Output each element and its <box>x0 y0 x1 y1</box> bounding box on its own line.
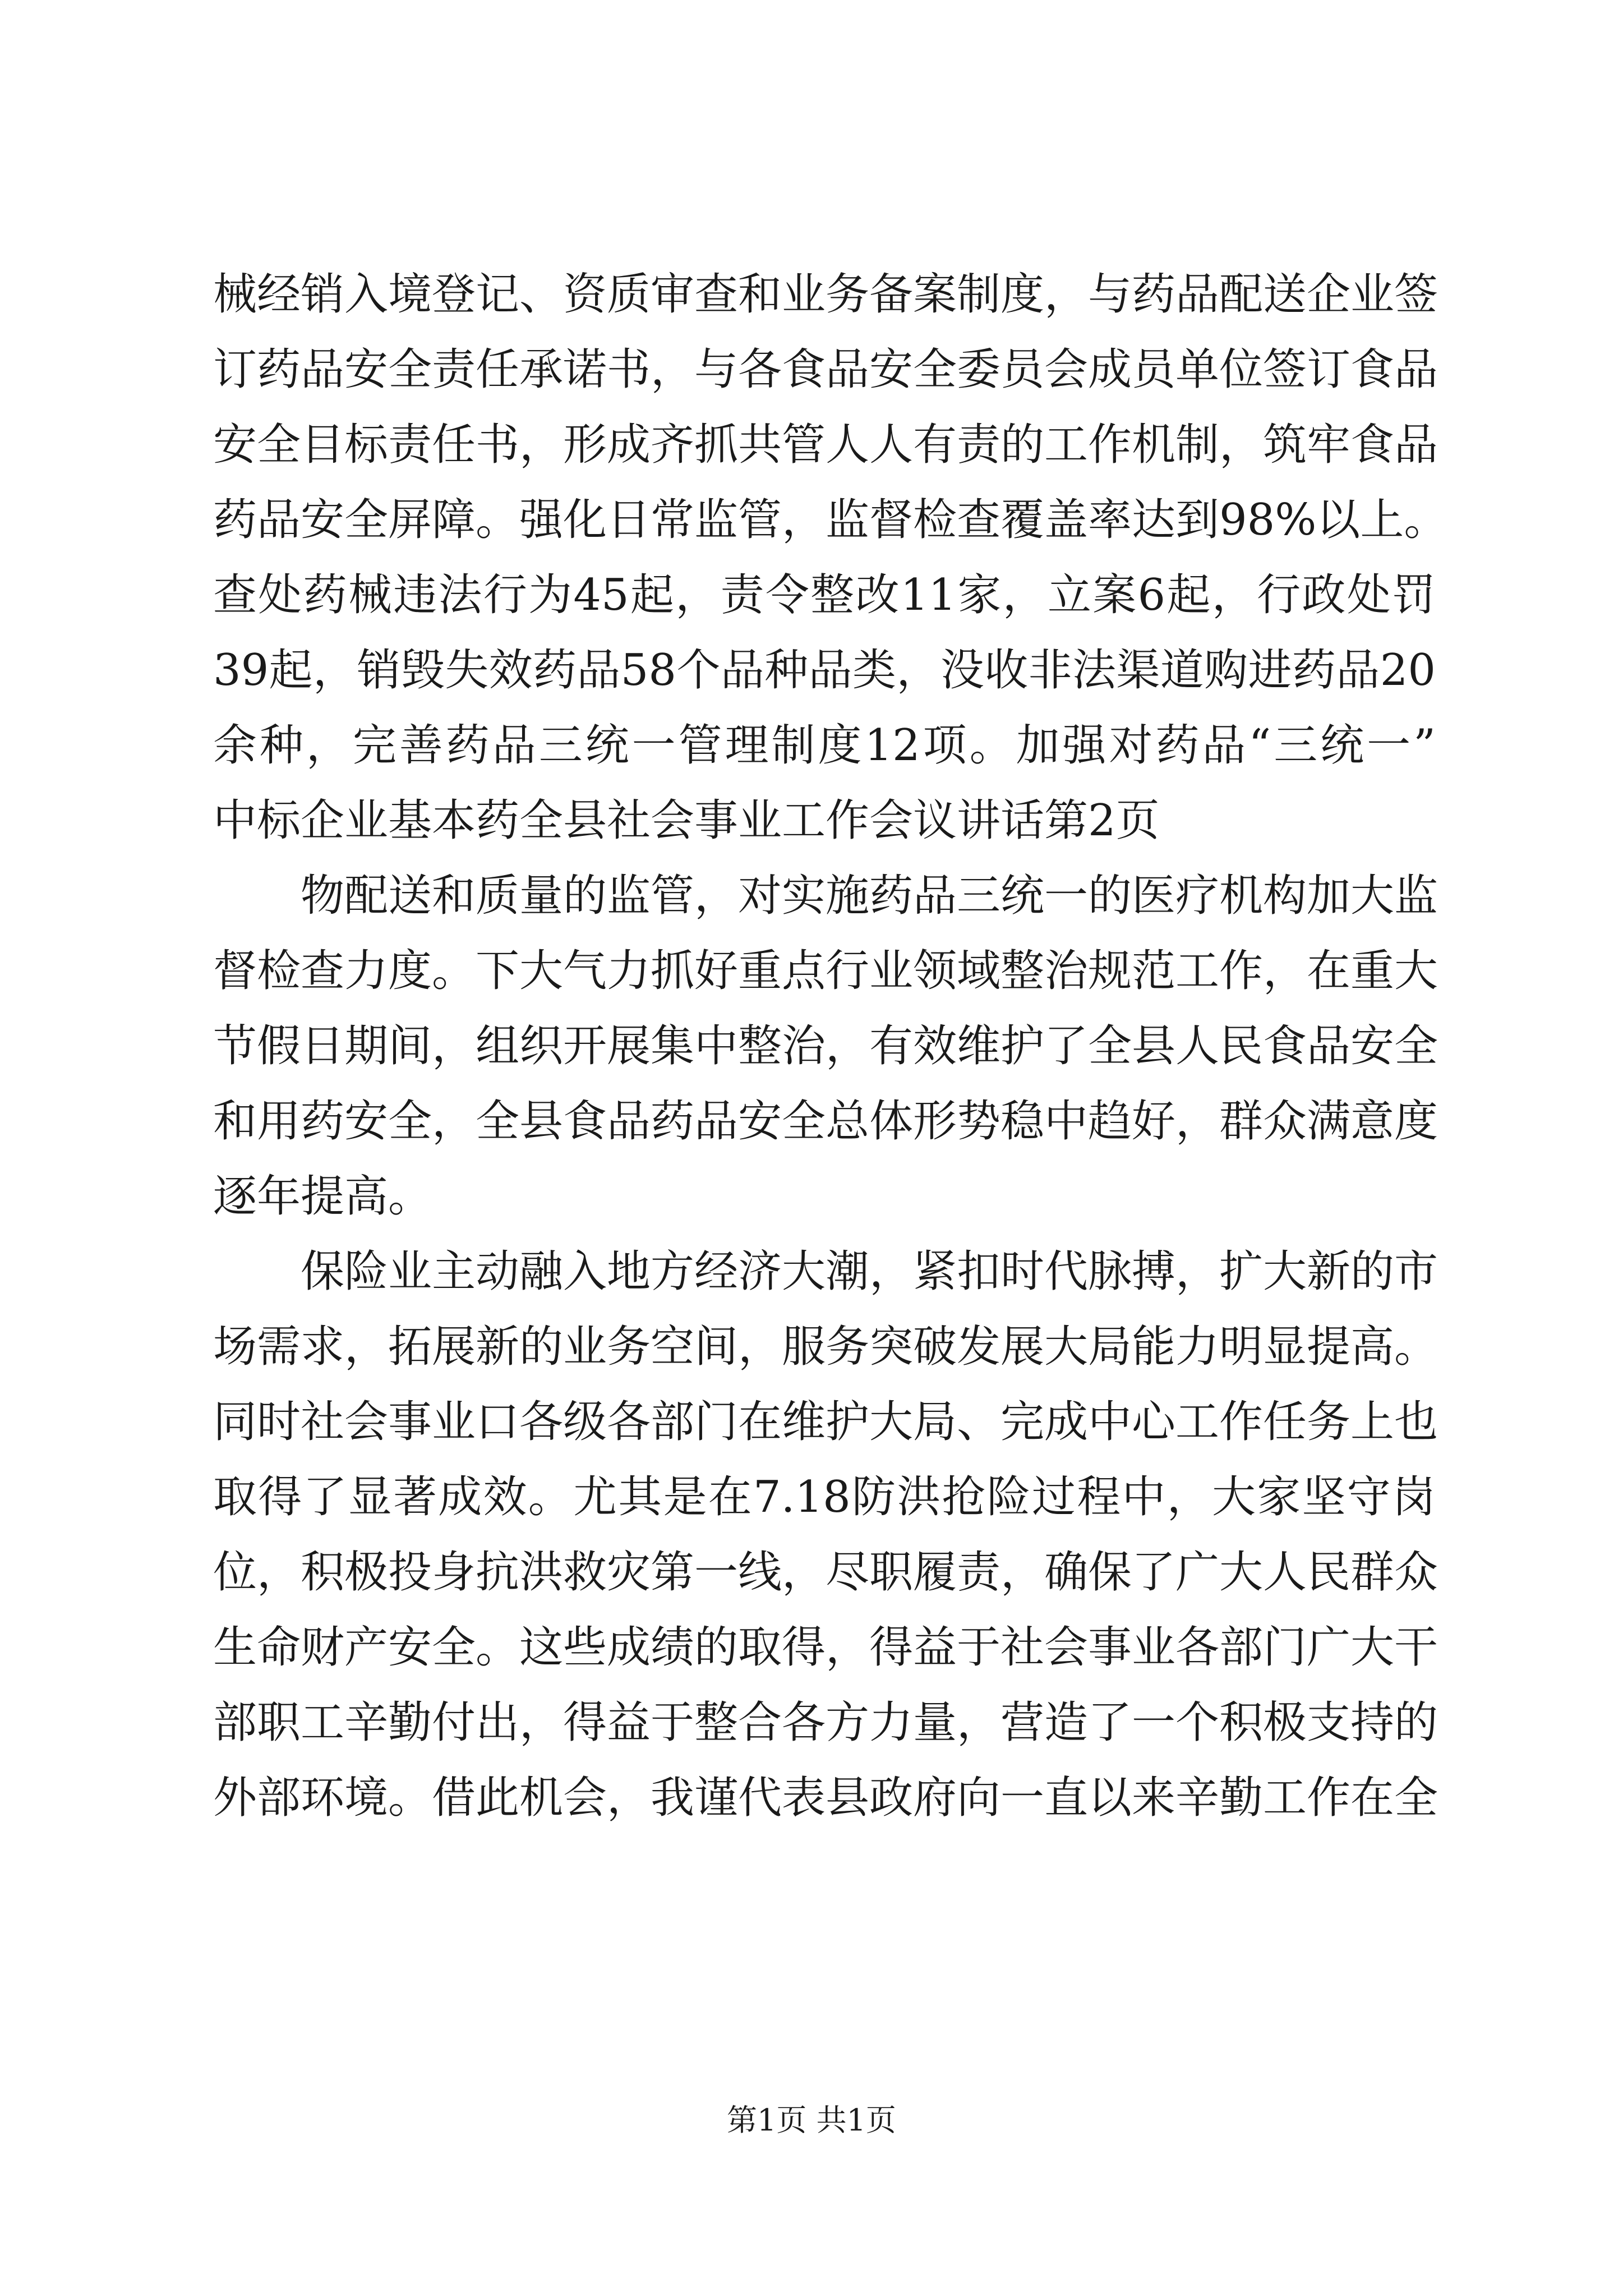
text-line: 节假日期间，组织开展集中整治，有效维护了全县人民食品安全 <box>213 1021 1438 1071</box>
text-line: 位，积极投身抗洪救灾第一线，尽职履责，确保了广大人民群众 <box>213 1547 1438 1598</box>
text-line: 部职工辛勤付出，得益于整合各方力量，营造了一个积极支持的 <box>213 1697 1438 1748</box>
text-line: 生命财产安全。这些成绩的取得，得益于社会事业各部门广大干 <box>213 1622 1438 1673</box>
text-line: 物配送和质量的监管，对实施药品三统一的医疗机构加大监 <box>301 871 1438 921</box>
text-line: 订药品安全责任承诺书，与各食品安全委员会成员单位签订食品 <box>213 344 1438 395</box>
page-footer: 第1页 共1页 <box>727 2102 896 2138</box>
text-line: 药品安全屏障。强化日常监管，监督检查覆盖率达到98%以上。 <box>213 495 1448 545</box>
text-line: 逐年提高。 <box>213 1171 432 1222</box>
text-line: 中标企业基本药全县社会事业工作会议讲话第2页 <box>213 795 1160 846</box>
text-line: 安全目标责任书，形成齐抓共管人人有责的工作机制，筑牢食品 <box>213 420 1438 470</box>
text-line: 取得了显著成效。尤其是在7.18防洪抢险过程中，大家坚守岗 <box>213 1472 1436 1522</box>
text-line: 余种，完善药品三统一管理制度12项。加强对药品“三统一” <box>213 720 1436 771</box>
text-line: 查处药械违法行为45起，责令整改11家，立案6起，行政处罚 <box>213 570 1436 620</box>
text-line: 和用药安全，全县食品药品安全总体形势稳中趋好，群众满意度 <box>213 1096 1438 1147</box>
text-line: 保险业主动融入地方经济大潮，紧扣时代脉搏，扩大新的市 <box>301 1246 1438 1297</box>
document-body <box>213 257 1448 1835</box>
text-line: 同时社会事业口各级各部门在维护大局、完成中心工作任务上也 <box>213 1397 1438 1447</box>
text-line: 外部环境。借此机会，我谨代表县政府向一直以来辛勤工作在全 <box>213 1773 1438 1823</box>
text-line: 场需求，拓展新的业务空间，服务突破发展大局能力明显提高。 <box>213 1322 1438 1372</box>
text-line: 督检查力度。下大气力抓好重点行业领域整治规范工作，在重大 <box>213 946 1438 996</box>
text-line: 39起，销毁失效药品58个品种品类，没收非法渠道购进药品20 <box>213 645 1436 696</box>
text-line: 械经销入境登记、资质审查和业务备案制度，与药品配送企业签 <box>213 269 1438 320</box>
